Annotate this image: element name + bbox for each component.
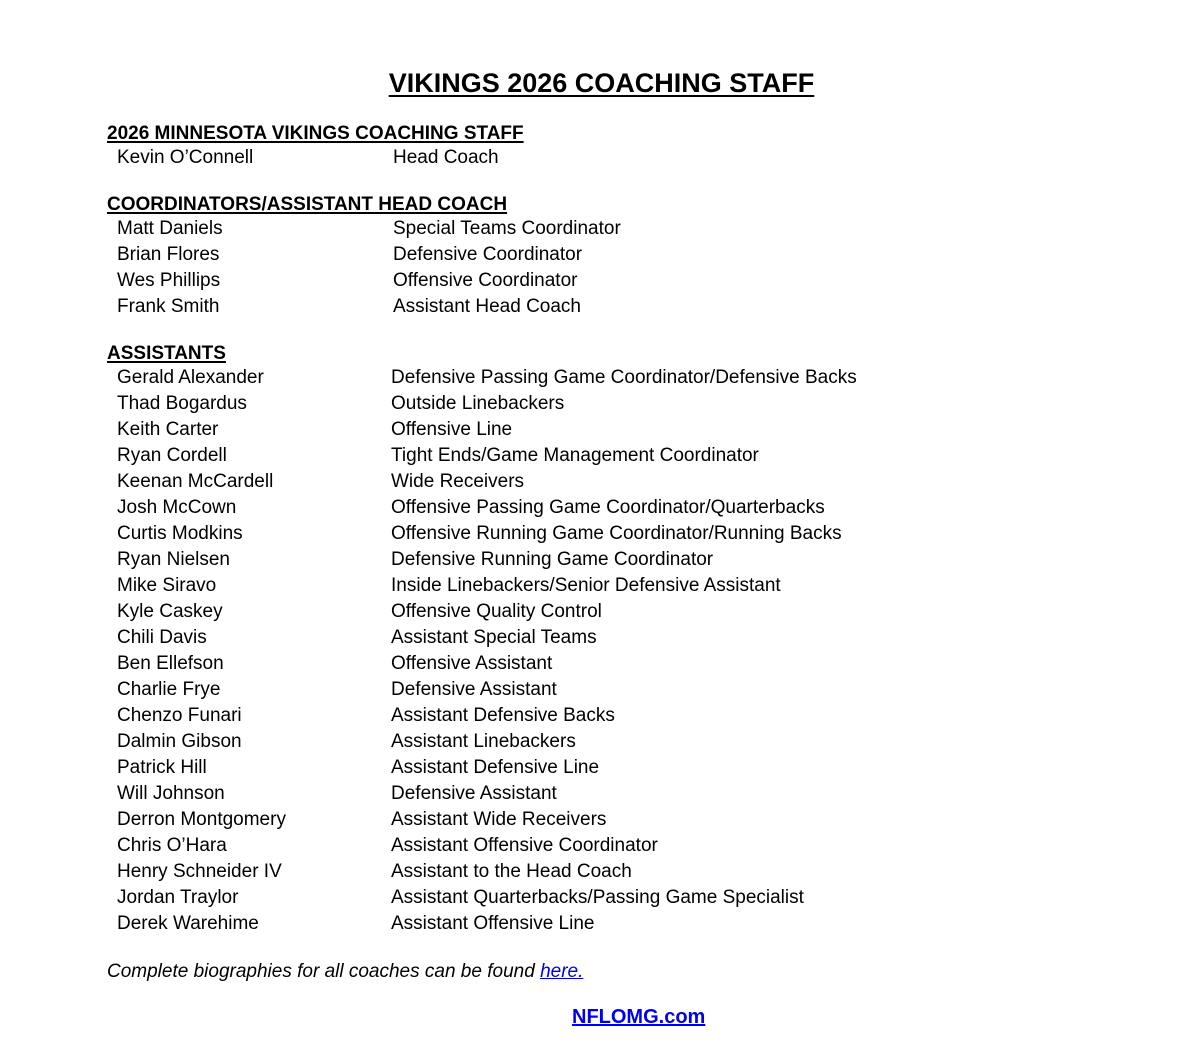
staff-row (107, 729, 1007, 755)
coach-role: Assistant Defensive Backs (391, 705, 615, 726)
biographies-note (107, 960, 583, 984)
staff-row (107, 833, 1007, 859)
coach-role: Offensive Assistant (391, 653, 553, 674)
coach-name: Chili Davis (117, 627, 207, 648)
staff-row (107, 573, 1007, 599)
coach-role: Assistant Head Coach (393, 296, 581, 317)
coach-role: Wide Receivers (391, 471, 525, 492)
coach-role: Assistant to the Head Coach (391, 861, 632, 882)
coach-name: Kevin O’Connell (117, 147, 254, 168)
coach-name: Brian Flores (117, 244, 220, 265)
section-heading: 2026 MINNESOTA VIKINGS COACHING STAFF (107, 123, 524, 144)
section-head-coach (107, 122, 1007, 171)
staff-row (107, 145, 1007, 171)
coach-role: Outside Linebackers (391, 393, 565, 414)
coach-role: Offensive Passing Game Coordinator/Quarterbacks (391, 497, 825, 518)
staff-row (107, 365, 1007, 391)
staff-row (107, 495, 1007, 521)
site-link[interactable]: NFLOMG.com (572, 1006, 706, 1028)
biographies-link[interactable]: here. (540, 961, 584, 982)
staff-row (107, 268, 1007, 294)
coach-name: Chris O’Hara (117, 835, 227, 856)
coach-name: Keith Carter (117, 419, 219, 440)
staff-row (107, 599, 1007, 625)
coach-name: Josh McCown (117, 497, 237, 518)
staff-row (107, 625, 1007, 651)
coach-role: Assistant Quarterbacks/Passing Game Specialist (391, 887, 804, 908)
coach-role: Special Teams Coordinator (393, 218, 621, 239)
coach-name: Ben Ellefson (117, 653, 224, 674)
staff-row (107, 521, 1007, 547)
coach-role: Assistant Linebackers (391, 731, 576, 752)
section-heading: COORDINATORS/ASSISTANT HEAD COACH (107, 194, 508, 215)
coach-name: Chenzo Funari (117, 705, 242, 726)
coach-name: Patrick Hill (117, 757, 207, 778)
section-coordinators (107, 193, 1007, 320)
coach-name: Kyle Caskey (117, 601, 223, 622)
staff-row (107, 417, 1007, 443)
coach-role: Assistant Special Teams (391, 627, 597, 648)
coach-name: Frank Smith (117, 296, 220, 317)
coach-role: Offensive Running Game Coordinator/Running Backs (391, 523, 842, 544)
coach-role: Defensive Running Game Coordinator (391, 549, 714, 570)
staff-row (107, 443, 1007, 469)
staff-row (107, 885, 1007, 911)
coach-role: Assistant Offensive Coordinator (391, 835, 658, 856)
staff-row (107, 294, 1007, 320)
coach-role: Defensive Coordinator (393, 244, 583, 265)
coach-role: Assistant Defensive Line (391, 757, 600, 778)
staff-row (107, 807, 1007, 833)
coach-role: Defensive Assistant (391, 783, 557, 804)
coach-name: Curtis Modkins (117, 523, 243, 544)
coach-role: Defensive Passing Game Coordinator/Defensive Backs (391, 367, 857, 388)
staff-row (107, 391, 1007, 417)
coach-role: Assistant Offensive Line (391, 913, 595, 934)
coach-role: Assistant Wide Receivers (391, 809, 607, 830)
staff-row (107, 469, 1007, 495)
coach-name: Will Johnson (117, 783, 225, 804)
coach-name: Ryan Nielsen (117, 549, 230, 570)
coach-name: Derek Warehime (117, 913, 259, 934)
coach-name: Henry Schneider IV (117, 861, 282, 882)
staff-row (107, 755, 1007, 781)
staff-row (107, 677, 1007, 703)
coach-name: Jordan Traylor (117, 887, 239, 908)
coach-name: Derron Montgomery (117, 809, 286, 830)
coach-name: Thad Bogardus (117, 393, 247, 414)
coach-role: Offensive Quality Control (391, 601, 602, 622)
staff-row (107, 651, 1007, 677)
page-title: VIKINGS 2026 COACHING STAFF (388, 68, 815, 98)
coach-name: Ryan Cordell (117, 445, 227, 466)
section-heading: ASSISTANTS (107, 343, 226, 364)
coach-name: Gerald Alexander (117, 367, 264, 388)
staff-row (107, 911, 1007, 937)
coach-role: Offensive Line (391, 419, 513, 440)
coach-role: Offensive Coordinator (393, 270, 578, 291)
biographies-note-text: Complete biographies for all coaches can be found (107, 961, 541, 982)
coach-name: Wes Phillips (117, 270, 221, 291)
staff-row (107, 781, 1007, 807)
coach-name: Matt Daniels (117, 218, 223, 239)
staff-row (107, 859, 1007, 885)
staff-row (107, 216, 1007, 242)
staff-row (107, 242, 1007, 268)
coach-name: Mike Siravo (117, 575, 217, 596)
coach-name: Keenan McCardell (117, 471, 274, 492)
staff-row (107, 703, 1007, 729)
coach-role: Tight Ends/Game Management Coordinator (391, 445, 759, 466)
coach-name: Dalmin Gibson (117, 731, 242, 752)
coach-name: Charlie Frye (117, 679, 221, 700)
coach-role: Head Coach (393, 147, 499, 168)
section-assistants (107, 342, 1007, 937)
coach-role: Inside Linebackers/Senior Defensive Assistant (391, 575, 781, 596)
staff-row (107, 547, 1007, 573)
coach-role: Defensive Assistant (391, 679, 557, 700)
